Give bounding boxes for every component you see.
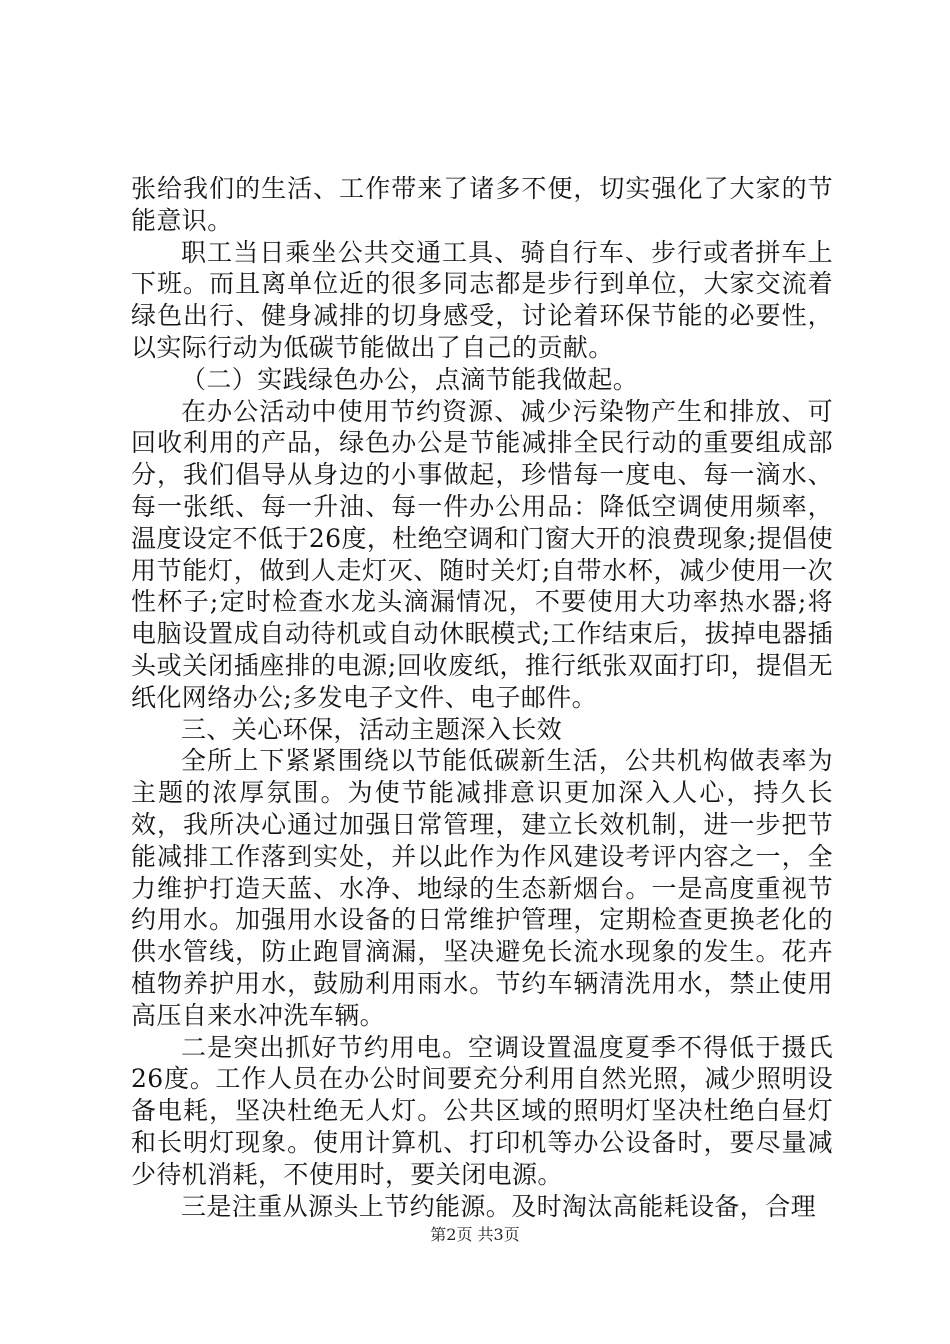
section-heading-2: （二）实践绿色办公，点滴节能我做起。 [181,364,639,394]
page-number: 第2页 共3页 [430,1225,520,1244]
paragraph-1: 张给我们的生活、工作带来了诸多不便，切实强化了大家的节能意识。 [131,174,833,235]
paragraph-2: 职工当日乘坐公共交通工具、骑自行车、步行或者拼车上下班。而且离单位近的很多同志都是步行到单位，大家交流着绿色出行、健身减排的切身感受，讨论着环保节能的必要性，以实际行动为低碳节能做出了自己的贡献。 [131,237,833,362]
page-footer [0,1222,950,1245]
paragraph-4: 全所上下紧紧围绕以节能低碳新生活，公共机构做表率为主题的浓厚氛围。为使节能减排意识更加深入人心，持久长效，我所决心通过加强日常管理，建立长效机制，进一步把节能减排工作落到实处，并以此作为作风建设考评内容之一，全力维护打造天蓝、水净、地绿的生态新烟台。一是高度重视节约用水。加强用水设备的日常维护管理，定期检查更换老化的供水管线，防止跑冒滴漏，坚决避免长流水现象的发生。花卉植物养护用水，鼓励利用雨水。节约车辆清洗用水，禁止使用高压自来水冲洗车辆。 [131,746,833,1030]
section-heading-3: 三、关心环保，活动主题深入长效 [181,714,563,744]
paragraph-5: 二是突出抓好节约用电。空调设置温度夏季不得低于摄氏26度。工作人员在办公时间要充分利用自然光照，减少照明设备电耗，坚决杜绝无人灯。公共区域的照明灯坚决杜绝白昼灯和长明灯现象。使用计算机、打印机等办公设备时，要尽量减少待机消耗，不使用时，要关闭电源。 [131,1032,833,1189]
document-body [131,173,833,1222]
paragraph-3: 在办公活动中使用节约资源、减少污染物产生和排放、可回收利用的产品，绿色办公是节能减排全民行动的重要组成部分，我们倡导从身边的小事做起，珍惜每一度电、每一滴水、每一张纸、每一升油、每一件办公用品：降低空调使用频率，温度设定不低于26度，杜绝空调和门窗大开的浪费现象;提倡使用节能灯，做到人走灯灭、随时关灯;自带水杯，减少使用一次性杯子;定时检查水龙头滴漏情况，不要使用大功率热水器;将电脑设置成自动待机或自动休眠模式;工作结束后，拔掉电器插头或关闭插座排的电源;回收废纸，推行纸张双面打印，提倡无纸化网络办公;多发电子文件、电子邮件。 [131,396,833,712]
paragraph-6: 三是注重从源头上节约能源。及时淘汰高能耗设备，合理 [181,1191,817,1221]
